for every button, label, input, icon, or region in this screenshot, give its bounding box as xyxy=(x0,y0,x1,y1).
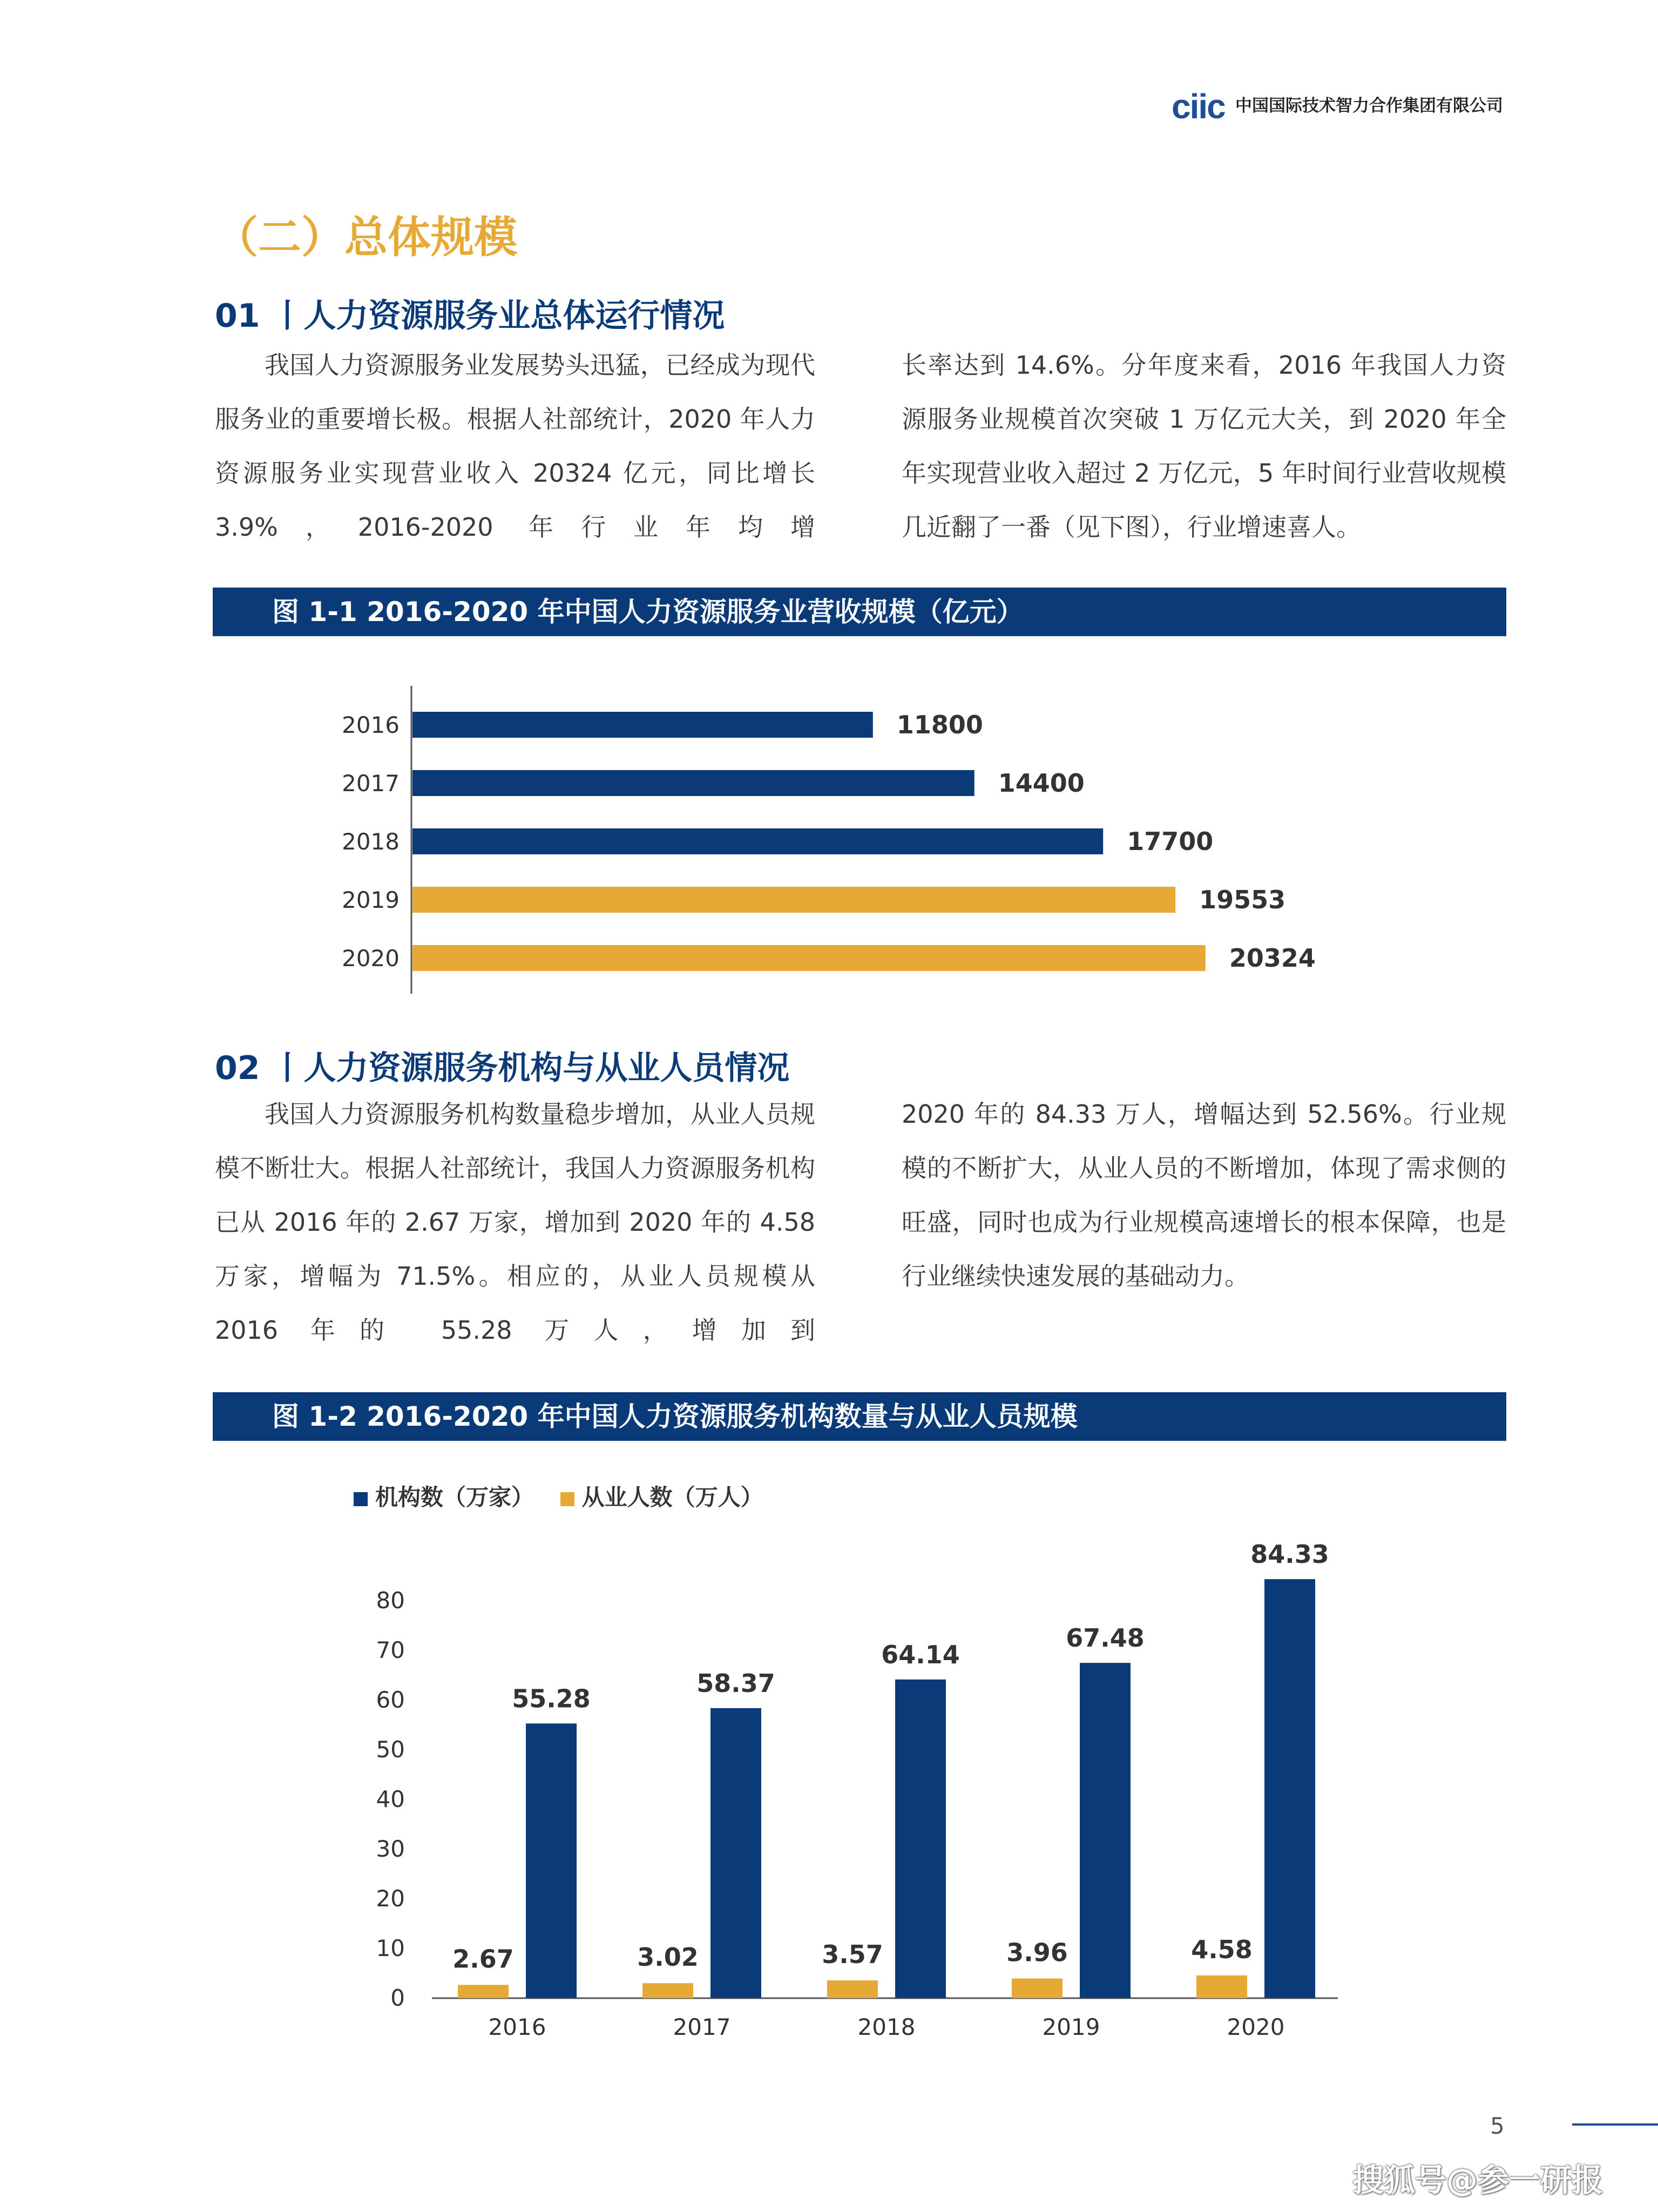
chart-1-value-label: 11800 xyxy=(896,710,983,739)
chart-2-bar-institutions xyxy=(642,1983,693,1998)
chart-1-category-label: 2020 xyxy=(342,945,400,972)
chart-2-y-tick: 40 xyxy=(376,1786,405,1812)
subsection-2-paragraph-right: 2020 年的 84.33 万人，增幅达到 52.56%。行业规模的不断扩大，从业人员的不断增加，体现了需求侧的旺盛，同时也成为行业规模高速增长的根本保障，也是行业继续快速发展的基础动力。 xyxy=(902,1100,1506,1291)
chart-2-bar-employees xyxy=(710,1708,761,1998)
chart-2-y-tick: 10 xyxy=(376,1935,405,1961)
chart-2-y-tick: 80 xyxy=(376,1587,405,1614)
figure-1-banner xyxy=(213,588,1506,636)
chart-2-x-tick: 2020 xyxy=(1227,2014,1285,2040)
legend-swatch-navy xyxy=(354,1492,368,1506)
chart-2-label-institutions: 4.58 xyxy=(1191,1934,1253,1964)
section-title: （二）总体规模 xyxy=(215,212,517,262)
chart-2-y-tick: 60 xyxy=(376,1687,405,1713)
page-rule xyxy=(1572,2123,1658,2126)
chart-2-label-employees: 84.33 xyxy=(1250,1540,1329,1569)
subsection-1-paragraph-left: 我国人力资源服务业发展势头迅猛，已经成为现代服务业的重要增长极。根据人社部统计，2020 年人力资源服务业实现营业收入 20324 亿元，同比增长 3.9%，2016-2020 年行业年均增 xyxy=(215,350,815,542)
institutions-employees-bar-chart xyxy=(346,1528,1371,2058)
chart-1-value-label: 17700 xyxy=(1127,827,1214,856)
figure-2-banner xyxy=(213,1392,1506,1441)
legend-swatch-gold xyxy=(560,1492,574,1506)
chart-2-bar-employees xyxy=(526,1723,577,1998)
chart-2-y-tick: 50 xyxy=(376,1736,405,1763)
chart-2-x-tick: 2018 xyxy=(857,2014,916,2040)
chart-2-bar-institutions xyxy=(1012,1979,1063,1998)
chart-2-y-tick: 30 xyxy=(376,1836,405,1862)
figure-2-title: 图 1-2 2016-2020 年中国人力资源服务机构数量与从业人员规模 xyxy=(272,1401,1078,1432)
chart-2-label-employees: 67.48 xyxy=(1066,1623,1145,1653)
chart-1-bar xyxy=(412,770,975,796)
chart-2-bar-institutions xyxy=(458,1985,509,1998)
legend-label-employees: 从业人数（万人） xyxy=(581,1484,763,1510)
chart-1-bar xyxy=(412,828,1103,854)
figure-1-title: 图 1-1 2016-2020 年中国人力资源服务业营收规模（亿元） xyxy=(272,596,1024,628)
chart-2-bar-institutions xyxy=(1196,1975,1247,1998)
chart-1-bar xyxy=(412,887,1175,913)
subsection-1-paragraph-right: 长率达到 14.6%。分年度来看，2016 年我国人力资源服务业规模首次突破 1 万亿元大关，到 2020 年全年实现营业收入超过 2 万亿元，5 年时间行业营收规模几近翻了一番（见下图），行业增速喜人。 xyxy=(902,350,1506,542)
chart-1-value-label: 20324 xyxy=(1229,943,1316,973)
chart-2-y-tick: 70 xyxy=(376,1637,405,1663)
chart-2-label-institutions: 3.96 xyxy=(1006,1938,1068,1967)
chart-2-y-tick: 20 xyxy=(376,1885,405,1912)
chart-2-bar-employees xyxy=(895,1680,946,1998)
chart-2-x-tick: 2019 xyxy=(1042,2014,1100,2040)
chart-2-bar-employees xyxy=(1080,1663,1131,1998)
chart-2-label-employees: 55.28 xyxy=(512,1684,591,1714)
chart-2-x-tick: 2016 xyxy=(488,2014,546,2040)
legend-label-institutions: 机构数（万家） xyxy=(375,1484,534,1510)
chart-1-bar xyxy=(412,712,873,738)
revenue-bar-chart xyxy=(302,680,1436,1004)
chart-1-value-label: 14400 xyxy=(998,768,1085,798)
company-name: 中国国际技术智力合作集团有限公司 xyxy=(1235,96,1503,116)
chart-2-x-tick: 2017 xyxy=(673,2014,731,2040)
page-number: 5 xyxy=(1490,2113,1505,2139)
chart-1-category-label: 2018 xyxy=(342,828,400,855)
watermark: 搜狐号@参一研报 xyxy=(1352,2162,1603,2198)
chart-1-category-label: 2016 xyxy=(342,712,400,738)
subsection-2-title: 02 丨人力资源服务机构与从业人员情况 xyxy=(215,1049,790,1087)
chart-2-label-institutions: 2.67 xyxy=(452,1944,514,1974)
chart-2-legend xyxy=(354,1480,782,1512)
chart-2-label-employees: 58.37 xyxy=(696,1668,775,1698)
legend-item-employees xyxy=(560,1480,763,1512)
subsection-1-title: 01 丨人力资源服务业总体运行情况 xyxy=(215,297,725,335)
chart-2-label-institutions: 3.02 xyxy=(637,1943,699,1972)
chart-1-category-label: 2017 xyxy=(342,770,400,797)
chart-1-value-label: 19553 xyxy=(1199,885,1286,914)
chart-1-bar xyxy=(412,945,1206,971)
chart-2-bar-institutions xyxy=(827,1980,878,1998)
subsection-2-paragraph-left: 我国人力资源服务机构数量稳步增加，从业人员规模不断壮大。根据人社部统计，我国人力资源服务机构已从 2016 年的 2.67 万家，增加到 2020 年的 4.58 万家，增幅为 71.5%。相应的，从业人员规模从 2016 年的 55.28 万人，增加到 xyxy=(215,1100,815,1345)
chart-2-y-tick: 0 xyxy=(390,1985,405,2011)
chart-2-label-institutions: 3.57 xyxy=(822,1940,883,1970)
chart-1-category-label: 2019 xyxy=(342,887,400,913)
chart-2-bar-employees xyxy=(1264,1579,1315,1998)
chart-2-label-employees: 64.14 xyxy=(881,1640,960,1669)
company-logo: ciic xyxy=(1172,87,1225,126)
legend-item-institutions xyxy=(354,1480,534,1512)
